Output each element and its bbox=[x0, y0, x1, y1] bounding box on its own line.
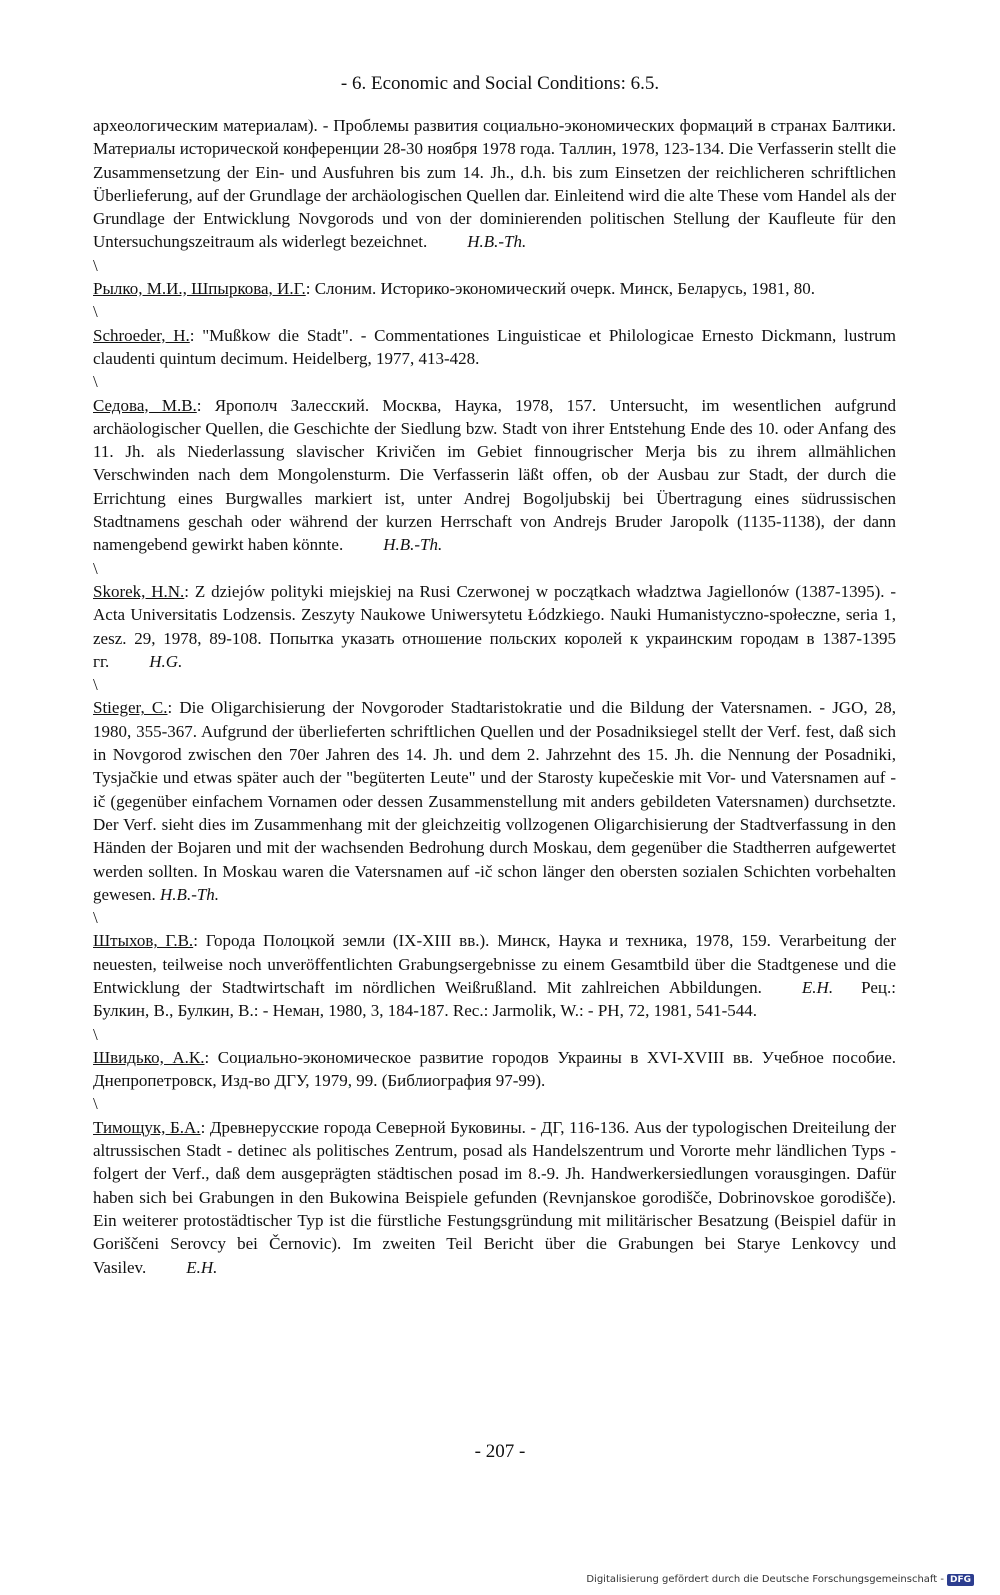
credit-text: Digitalisierung gefördert durch die Deutsche Forschungsgemeinschaft - bbox=[586, 1574, 944, 1585]
reviewer-initials: H.B.-Th. bbox=[383, 535, 443, 555]
entry-author: Швидько, А.К. bbox=[93, 1047, 205, 1067]
entry-separator: \ bbox=[93, 255, 98, 275]
dfg-logo-icon: DFG bbox=[947, 1574, 974, 1586]
entry-author: Рылко, М.И., Шпыркова, И.Г. bbox=[93, 279, 306, 299]
running-header: - 6. Economic and Social Conditions: 6.5. bbox=[340, 73, 660, 94]
bibliography-entry bbox=[93, 394, 896, 557]
entry-author: Седова, М.В. bbox=[93, 395, 197, 415]
entry-separator: \ bbox=[93, 558, 98, 578]
reviewer-initials: H.G. bbox=[149, 651, 183, 671]
entry-reviews: Рец.: Булкин, В., Булкин, В.: - Неман, 1980, 3, 184-187. Rec.: Jarmolik, W.: - PH, 72, 1981, 541-544. bbox=[93, 977, 897, 1021]
entry-author: Skorek, H.N. bbox=[93, 581, 185, 601]
reviewer-initials: E.H. bbox=[801, 977, 834, 997]
page-number: - 207 - bbox=[474, 1441, 526, 1462]
entry-separator: \ bbox=[93, 372, 98, 392]
digitization-credit bbox=[586, 1574, 974, 1586]
bibliography-entry bbox=[93, 114, 896, 254]
entry-separator: \ bbox=[93, 675, 98, 695]
entry-separator: \ bbox=[93, 908, 98, 928]
bibliography-body bbox=[93, 114, 896, 1279]
entry-text: : Города Полоцкой земли (IX-XIII вв.). Минск, Наука и техника, 1978, 159. Verarbeitung der neuesten, teilweise noch unveröffentlichten Grabungsergebnisse zu einem Gesamtbild über die Stadtgenese und die Entwicklung der Stadtwirtschaft im nördlichen Weißrußland. Mit zahlreichen Abbildungen. bbox=[93, 931, 896, 997]
reviewer-initials: H.B.-Th. bbox=[160, 884, 220, 904]
bibliography-entry bbox=[93, 1116, 896, 1279]
bibliography-entry bbox=[93, 696, 896, 906]
reviewer-initials: E.H. bbox=[186, 1257, 218, 1277]
bibliography-entry bbox=[93, 324, 896, 371]
entry-text: : Z dziejów polityki miejskiej na Rusi Czerwonej w początkach władztwa Jagiellonów (1387-1395). - Acta Universitatis Lodzensis. Zeszyty Naukowe Uniwersytetu Łódzkiego. Nauki Humanistyczno-społeczne, seria 1, zesz. 29, 1978, 89-108. Попытка указать отношение польских королей к украинским городам в 1387-1395 гг. bbox=[93, 581, 896, 671]
bibliography-entry bbox=[93, 1046, 896, 1093]
entry-text: : Ярополч Залесский. Москва, Наука, 1978, 157. Untersucht, im wesentlichen aufgrund archäologischer Quellen, die Geschichte der Siedlung bzw. Stadt von ihrer Entstehung Ende des 10. oder Anfang des 11. Jh. als Niederlassung slavischer Krivičen im Gebiet finnougrischer Merja bis zu ihrem allmählichen Verschwinden nach dem Mongolensturm. Die Verfasserin läßt offen, ob der Ausbau zur Stadt, der durch die Errichtung eines Burgwalles markiert ist, unter Andrej Bogoljubskij bei Übertragung eines südrussischen Stadtnamens geschah oder während der kurzen Herrschaft von Andrejs Bruder Jaropolk (1135-1138), der dann namengebend gewirkt haben könnte. bbox=[93, 395, 896, 555]
entry-separator: \ bbox=[93, 302, 98, 322]
entry-text: : Die Oligarchisierung der Novgoroder Stadtaristokratie und die Bildung der Vatersnamen. - JGO, 28, 1980, 355-367. Aufgrund der überlieferten schriftlichen Quellen und der Posadniksiegel stellt der Verf. fest, daß sich in Novgorod zwischen den 70er Jahren des 14. Jh. und dem 2. Jahrzehnt des 15. Jh. die Nennung der Posadniki, Tysjačkie und etwas später auch der "begüterten Leute" und der Starosty kupečeskie mit Vor- und Vatersnamen auf -ič (gegenüber einfachem Vornamen oder dessen Zusammenstellung mit anders gebildeten Vatersnamen) durchsetzte. Der Verf. sieht dies im Zusammenhang mit der gleichzeitig vollzogenen Oligarchisierung der Stadtverfassung in den Händen der Bojaren und mit der wachsenden Bedrohung durch Moskau, dem gegenüber die Stadtherren aufgewertet werden sollten. In Moskau waren die Vatersnamen auf -ič schon länger den obersten sozialen Schichten vorbehalten gewesen. bbox=[93, 698, 897, 904]
entry-text: : Древнерусские города Северной Буковины. - ДГ, 116-136. Aus der typologischen Dreiteilung der altrussischen Stadt - detinec als politisches Zentrum, posad als Handelszentrum und Vororte mehr ländlichen Typs - folgert der Verf., daß dem ausgeprägten städtischen posad im 8.-9. Jh. Handwerkersiedlungen vorausgingen. Dafür haben sich bei Grabungen in den Bukowina Beispiele gefunden (Revnjanskoe gorodišče, Dobrinovskoe gorodišče). Ein weiterer protostädtischer Typ ist die fürstliche Festungsgründung mit militärischer Besatzung (Beispiel dafür in Goriščeni Serovcy bei Černovic). Im zweiten Teil Bericht über die Grabungen bei Starye Lenkovcy und Vasilev. bbox=[93, 1117, 896, 1277]
entry-author: Тимощук, Б.А. bbox=[93, 1117, 201, 1137]
entry-author: Schroeder, H. bbox=[93, 325, 190, 345]
bibliography-entry bbox=[93, 929, 896, 1022]
entry-text: : Социально-экономическое развитие городов Украины в XVI-XVIII вв. Учебное пособие. Днепропетровск, Изд-во ДГУ, 1979, 99. (Библиография 97-99). bbox=[93, 1047, 896, 1091]
bibliography-entry bbox=[93, 580, 896, 673]
entry-separator: \ bbox=[93, 1024, 98, 1044]
entry-author: Штыхов, Г.В. bbox=[93, 931, 194, 951]
reviewer-initials: H.B.-Th. bbox=[467, 232, 527, 252]
bibliography-entry bbox=[93, 277, 896, 300]
entry-separator: \ bbox=[93, 1094, 98, 1114]
entry-text: : "Mußkow die Stadt". - Commentationes Linguisticae et Philologicae Ernesto Dickmann, lustrum claudenti quintum decimum. Heidelberg, 1977, 413-428. bbox=[93, 325, 896, 368]
entry-text: : Слоним. Историко-экономический очерк. Минск, Беларусь, 1981, 80. bbox=[305, 279, 815, 299]
entry-text: археологическим материалам). - Проблемы развития социально-экономических формаций в странах Балтики. Материалы исторической конференции 28-30 ноября 1978 года. Таллин, 1978, 123-134. Die Verfasserin stellt die Zusammensetzung der Ein- und Ausfuhren bis zum 14. Jh., d.h. bis zum Einsetzen der reichlicheren schriftlichen Überlieferung, auf der Grundlage der archäologischen Quellen dar. Einleitend wird die alte These vom Handel als der Grundlage der Entwicklung Novgorods und von der dominierenden politischen Stellung der Kaufleute für den Untersuchungszeitraum als widerlegt bezeichnet. bbox=[93, 116, 896, 252]
entry-author: Stieger, C. bbox=[93, 698, 168, 718]
